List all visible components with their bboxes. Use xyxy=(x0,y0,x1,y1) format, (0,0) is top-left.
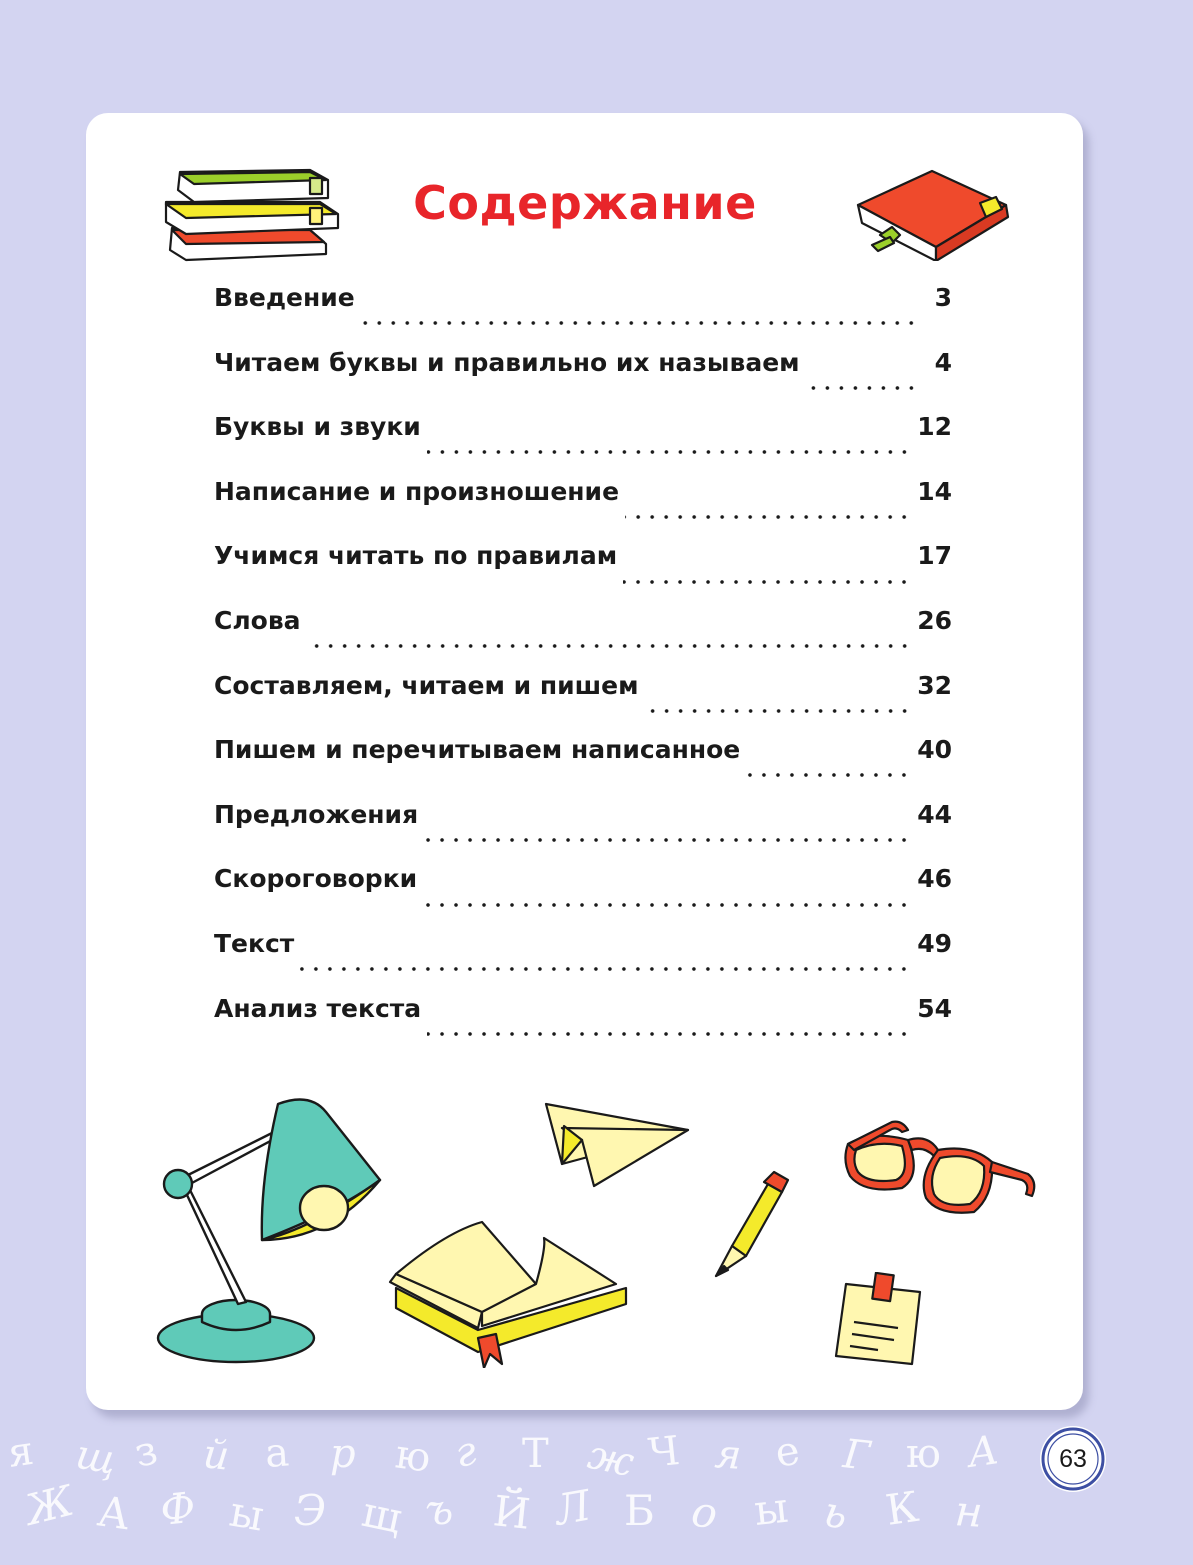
toc-entry-label: Предложения xyxy=(214,799,419,829)
alphabet-row-bottom xyxy=(18,1475,985,1543)
toc-leader-dots xyxy=(623,579,911,585)
toc-entry[interactable] xyxy=(214,735,952,800)
toc-leader-dots xyxy=(427,1031,911,1037)
toc-entry-label: Анализ текста xyxy=(214,993,422,1023)
closed-book-icon xyxy=(852,165,1012,261)
toc-leader-dots xyxy=(307,643,912,649)
toc-entry-label: Буквы и звуки xyxy=(214,412,421,442)
alphabet-letter: Й xyxy=(490,1486,533,1539)
glasses-icon xyxy=(842,1116,1042,1226)
alphabet-letter: ъ xyxy=(423,1484,455,1535)
toc-entry[interactable] xyxy=(214,864,952,929)
alphabet-letter: Б xyxy=(624,1486,655,1535)
toc-entry-label: Пишем и перечитываем написанное xyxy=(214,735,741,765)
alphabet-letter: Ф xyxy=(157,1482,198,1535)
alphabet-letter: н xyxy=(953,1486,985,1537)
toc-entry-page: 44 xyxy=(917,799,952,829)
alphabet-letter: й xyxy=(200,1431,232,1480)
toc-entry-label: Текст xyxy=(214,928,295,958)
toc-entry[interactable] xyxy=(214,994,952,1059)
toc-entry-page: 40 xyxy=(917,735,952,765)
toc-leader-dots xyxy=(423,902,911,908)
alphabet-letter: Л xyxy=(551,1480,595,1535)
toc-entry-label: Введение xyxy=(214,283,355,312)
toc-leader-dots xyxy=(625,514,911,520)
toc-entry-page: 49 xyxy=(917,928,952,958)
toc-entry[interactable] xyxy=(214,412,952,477)
alphabet-letter: о xyxy=(688,1486,721,1539)
toc-leader-dots xyxy=(806,385,918,391)
alphabet-letter: Ж xyxy=(20,1475,79,1535)
toc-leader-dots xyxy=(645,708,912,714)
toc-entry-page: 4 xyxy=(934,347,952,377)
alphabet-letter: ю xyxy=(906,1431,941,1477)
toc-entry-page: 26 xyxy=(917,605,952,635)
alphabet-letter: Г xyxy=(840,1431,873,1480)
toc-entry-label: Скороговорки xyxy=(214,864,418,894)
toc-leader-dots xyxy=(424,837,911,843)
toc-entry[interactable] xyxy=(214,671,952,736)
table-of-contents xyxy=(214,283,952,1058)
toc-leader-dots xyxy=(300,966,911,972)
toc-entry-page: 32 xyxy=(917,670,952,700)
alphabet-letter: А xyxy=(964,1427,1002,1477)
toc-entry-label: Слова xyxy=(214,605,301,635)
alphabet-letter: Т xyxy=(522,1431,549,1477)
sticky-note-icon xyxy=(832,1272,928,1368)
alphabet-letter: з xyxy=(130,1427,162,1477)
toc-entry[interactable] xyxy=(214,541,952,606)
alphabet-letter: Э xyxy=(294,1486,327,1535)
alphabet-row-top xyxy=(5,1427,1001,1486)
toc-entry-label: Учимся читать по правилам xyxy=(214,541,618,571)
toc-entry[interactable] xyxy=(214,348,952,413)
page-number: 63 xyxy=(1059,1445,1087,1473)
toc-leader-dots xyxy=(361,320,918,326)
toc-entry-label: Составляем, читаем и пишем xyxy=(214,670,639,700)
alphabet-letter: ы xyxy=(226,1486,268,1541)
toc-entry[interactable] xyxy=(214,477,952,542)
alphabet-letter: А xyxy=(94,1486,133,1540)
alphabet-letter: щ xyxy=(357,1486,407,1543)
alphabet-letter: К xyxy=(882,1481,922,1535)
alphabet-letter: ь xyxy=(820,1486,852,1539)
toc-entry-page: 14 xyxy=(917,476,952,506)
toc-entry-page: 12 xyxy=(917,412,952,442)
alphabet-letter: г xyxy=(451,1428,480,1477)
alphabet-letter: ы xyxy=(751,1482,791,1535)
alphabet-letter: я xyxy=(4,1427,37,1477)
toc-entry[interactable] xyxy=(214,283,952,348)
toc-leader-dots xyxy=(427,449,911,455)
toc-entry-page: 3 xyxy=(934,283,952,312)
alphabet-letter: ю xyxy=(392,1431,434,1482)
alphabet-letter: р xyxy=(330,1431,356,1477)
alphabet-letter: Ч xyxy=(646,1427,682,1477)
alphabet-letter: е xyxy=(771,1427,804,1477)
toc-entry-page: 54 xyxy=(917,993,952,1023)
alphabet-letter: я xyxy=(713,1431,743,1479)
page-title: Содержание xyxy=(413,176,757,230)
toc-entry-label: Читаем буквы и правильно их называем xyxy=(214,347,800,377)
paper-plane-icon xyxy=(542,1100,692,1190)
toc-leader-dots xyxy=(746,772,911,778)
alphabet-letter: а xyxy=(263,1429,291,1477)
alphabet-letter: щ xyxy=(72,1431,120,1484)
toc-entry[interactable] xyxy=(214,929,952,994)
alphabet-letter: ж xyxy=(583,1431,638,1487)
desk-lamp-icon xyxy=(150,1090,390,1370)
open-book-icon xyxy=(386,1218,636,1368)
decorative-alphabet xyxy=(0,1415,1040,1565)
toc-entry[interactable] xyxy=(214,800,952,865)
toc-entry-page: 46 xyxy=(917,864,952,894)
toc-entry[interactable] xyxy=(214,606,952,671)
toc-entry-page: 17 xyxy=(917,541,952,571)
pencil-icon xyxy=(710,1170,790,1280)
toc-entry-label: Написание и произношение xyxy=(214,476,620,506)
